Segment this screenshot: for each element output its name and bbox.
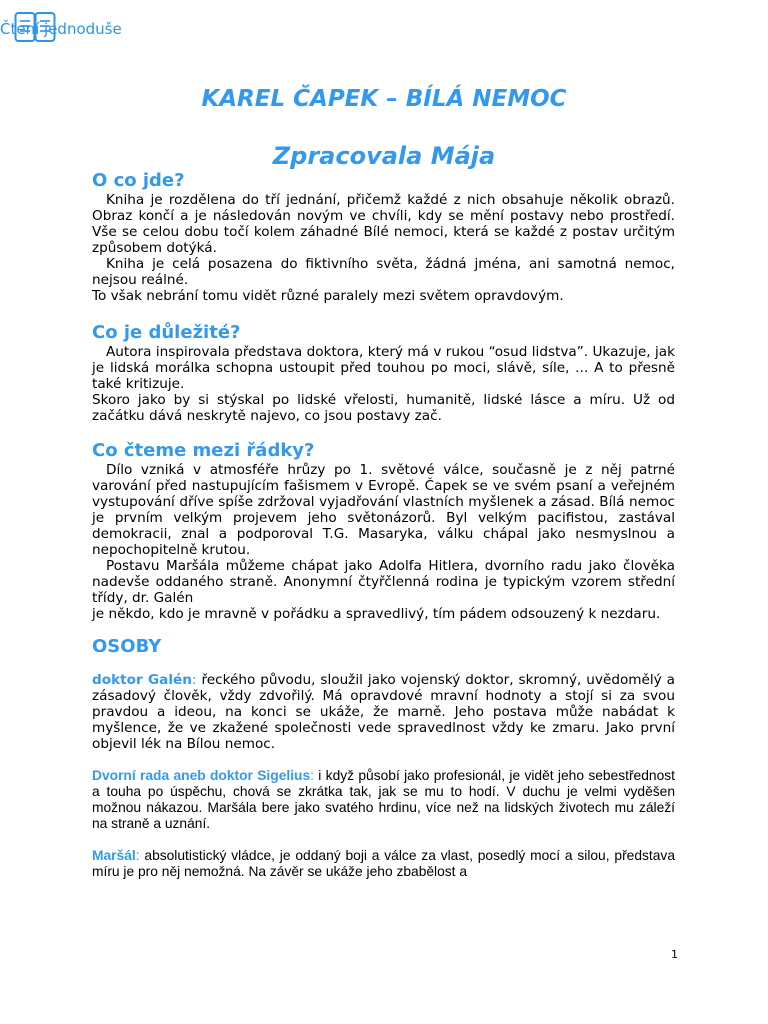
page-number: 1 [671, 948, 678, 961]
paragraph: To však nebrání tomu vidět různé paralely mezi světem opravdovým. [92, 288, 564, 304]
section-heading: Co čteme mezi řádky? [92, 440, 315, 461]
section-heading: Co je důležité? [92, 322, 241, 343]
character-name: doktor Galén [92, 672, 192, 688]
paragraph: Kniha je celá posazena do fiktivního světa, žádná jména, ani samotná nemoc, nejsou reálné. [92, 256, 675, 288]
document-title: KAREL ČAPEK – BÍLÁ NEMOC [201, 86, 567, 112]
paragraph: je někdo, kdo je mravně v pořádku a spravedlivý, tím pádem odsouzený k nezdaru. [92, 606, 661, 622]
paragraph: Dílo vzniká v atmosféře hrůzy po 1. světové válce, současně je z něj patrné varování před nastupujícím fašismem v Evropě. Čapek se ve svém psaní a veřejném vystupování dříve spíše zdržoval vyjadřování vlastních myšlenek a zásad. Bílá nemoc je prvním velkým projevem jeho světonázorů. Byl velkým pacifistou, zastával demokracii, znal a podporoval T.G. Masaryka, válku chápal jako nesmyslnou a nepochopitelně krutou. [92, 462, 675, 558]
character-separator: : [191, 672, 197, 688]
section-heading: O co jde? [92, 170, 185, 191]
site-logo[interactable] [0, 4, 140, 44]
character-entry [92, 768, 675, 832]
document-body [92, 170, 675, 880]
character-separator: : [135, 848, 140, 863]
character-description: i když působí jako profesionál, je vidět jeho sebestřednost a touha po úspěchu, chová se zkrátka tak, jak se mu to hodí. V duchu je velmi vyděšen možnou nákazou. Maršála bere jako svatého hrdinu, více než na lidských životech mu záleží na straně a uznání. [92, 768, 675, 831]
character-name: Maršál [92, 848, 136, 863]
logo-text: Čtení jednoduše [0, 20, 122, 38]
paragraph: Autora inspirovala představa doktora, který má v rukou “osud lidstva”. Ukazuje, jak je lidská morálka schopna ustoupit před touhou po moci, slávě, síle, ... A to přesně také kritizuje. [92, 344, 675, 392]
characters-heading: OSOBY [92, 636, 162, 657]
document-subtitle: Zpracovala Mája [272, 142, 496, 170]
character-description: řeckého původu, sloužil jako vojenský doktor, skromný, uvědomělý a zásadový člověk, vždy zdvořilý. Má opravdové mravní hodnoty a stojí si za svou pravdou a ideou, na konci se ukáže, že marně. Jeho postava může nabádat k myšlence, že ve zkažené společnosti vede spravedlnost vždy ke zmaru. Jako první objevil lék na Bílou nemoc. [92, 672, 675, 752]
paragraph: Skoro jako by si stýskal po lidské vřelosti, humanitě, lidské lásce a míru. Už od začátku dává neskrytě najevo, co jsou postavy zač. [92, 392, 675, 424]
paragraph: Postavu Maršála můžeme chápat jako Adolfa Hitlera, dvorního radu jako člověka nadevše oddaného straně. Anonymní čtyřčlenná rodina je typickým vzorem střední třídy, dr. Galén [92, 558, 675, 606]
character-description: absolutistický vládce, je oddaný boji a válce za vlast, posedlý mocí a silou, představa míru je pro něj nemožná. Na závěr se ukáže jeho zbabělost a [92, 848, 675, 879]
character-entry [92, 672, 675, 752]
character-separator: : [310, 768, 314, 783]
paragraph: Kniha je rozdělena do tří jednání, přičemž každé z nich obsahuje několik obrazů. Obraz končí a je následován novým ve chvíli, kdy se mění postavy nebo prostředí. Vše se celou dobu točí kolem záhadné Bílé nemoci, která se každé z postav určitým způsobem dotýká. [92, 192, 675, 256]
character-entry [92, 848, 675, 880]
character-name: Dvorní rada aneb doktor Sigelius [92, 768, 311, 783]
